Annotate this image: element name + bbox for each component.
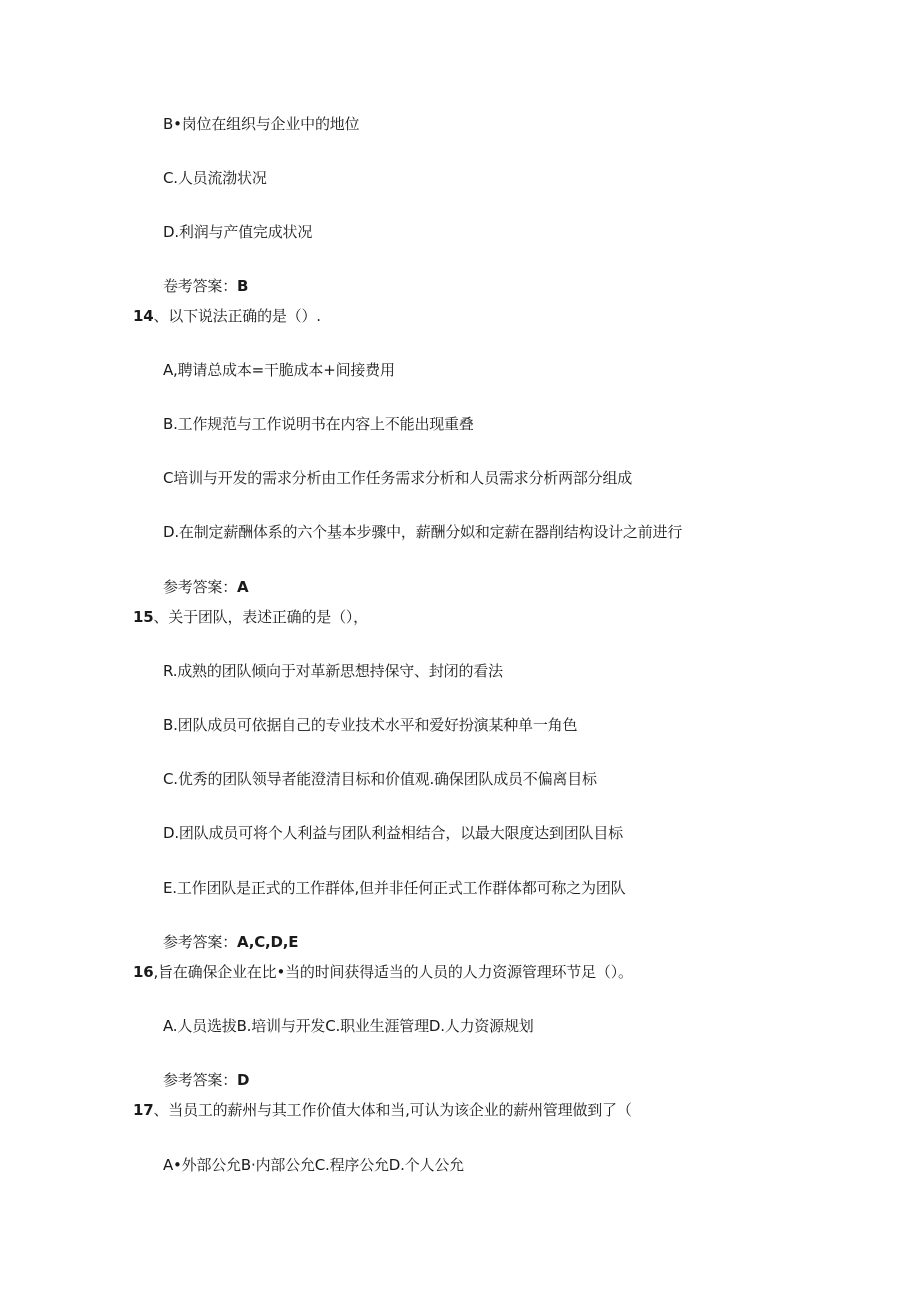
q15-option-e: E.工作团队是正式的工作群体,但并非任何正式工作群体都可称之为团队 [163,879,626,897]
question-number: 15 [133,608,154,626]
q14-stem [133,306,321,326]
answer-label: 卷考答案： [163,277,238,295]
q14-answer [163,577,248,597]
q13-option-b: B•岗位在组织与企业中的地位 [163,115,360,133]
question-text: 、以下说法正确的是（）. [153,307,321,325]
q15-option-b: B.团队成员可依据自己的专业技术水平和爱好扮演某种单一角色 [163,716,578,734]
q13-option-c: C.人员流渤状况 [163,169,267,187]
question-number: 16 [133,963,154,981]
q13-option-d: D.利润与产值完成状况 [163,223,313,241]
answer-label: 参考答案： [163,578,238,596]
question-number: 17 [133,1101,154,1119]
answer-label: 参考答案： [163,933,238,951]
answer-label: 参考答案： [163,1071,238,1089]
q17-options: A•外部公允B·内部公允C.程序公允D.个人公允 [163,1156,464,1174]
answer-value: B [237,277,249,295]
q15-stem [133,607,368,627]
q14-option-d: D.在制定薪酬体系的六个基本步骤中，薪酬分姒和定薪在器削结构设计之前进行 [163,523,683,541]
q14-option-c: C培训与开发的需求分析由工作任务需求分析和人员需求分析两部分组成 [163,469,633,487]
question-text: ,旨在确保企业在比•当的时间获得适当的人员的人力资源管理环节足（）。 [153,963,633,981]
q17-stem [133,1100,632,1120]
answer-value: D [237,1071,250,1089]
q16-options: A.人员选拔B.培训与开发C.职业生涯管理D.人力资源规划 [163,1017,534,1035]
q15-option-c: C.优秀的团队领导者能澄清目标和价值观.确保团队成员不偏离目标 [163,770,597,788]
q16-stem [133,962,633,982]
q13-answer [163,276,248,296]
q14-option-b: B.工作规范与工作说明书在内容上不能出现重叠 [163,415,474,433]
question-text: 、关于团队，表述正确的是（）， [153,608,368,626]
q16-answer [163,1070,249,1090]
answer-value: A,C,D,E [237,933,299,951]
answer-value: A [237,578,249,596]
q14-option-a: A,聘请总成本=干脆成本+间接费用 [163,361,395,379]
q15-option-d: D.团队成员可将个人利益与团队利益相结合，以最大限度达到团队目标 [163,824,623,842]
q15-answer [163,932,298,952]
question-text: 、当员工的薪州与其工作价值大体和当,可认为该企业的薪州管理做到了（ [153,1101,632,1119]
q15-option-a: R.成熟的团队倾向于对革新思想持保守、封闭的看法 [163,662,503,680]
question-number: 14 [133,307,154,325]
